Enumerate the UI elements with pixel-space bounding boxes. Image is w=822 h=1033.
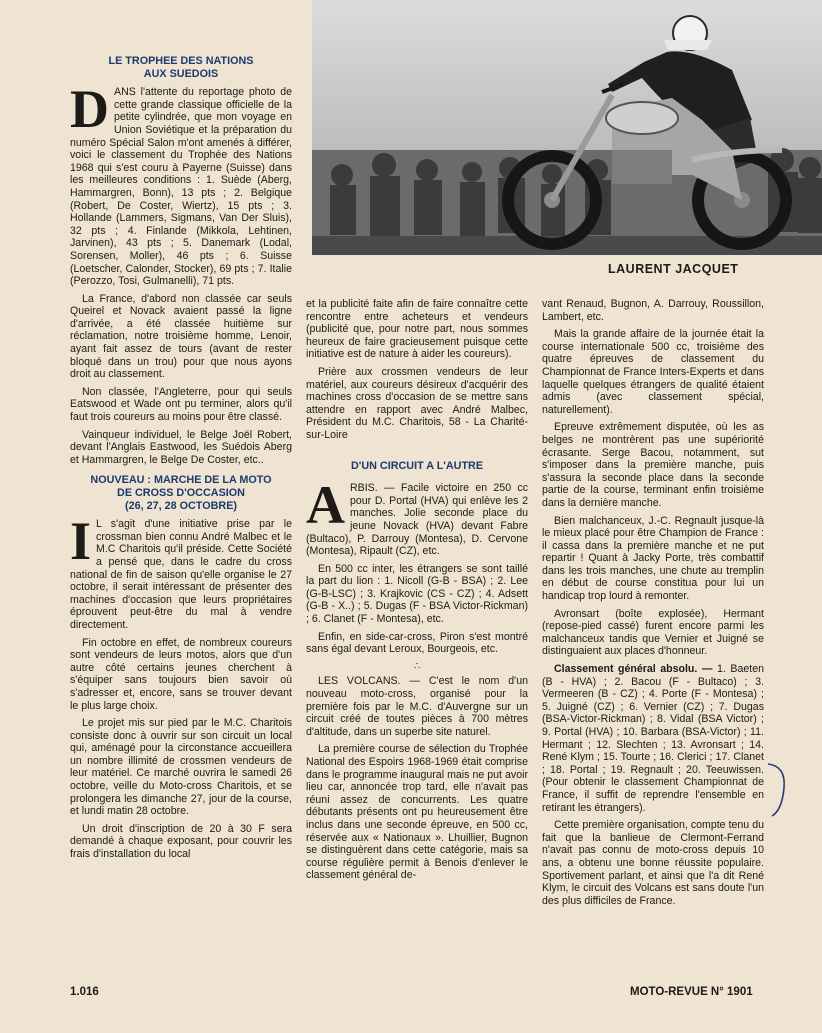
drop-cap: I	[70, 511, 92, 572]
paragraph: Avronsart (boîte explosée), Hermant (repose-pied cassé) furent encore parmi les malchanceux tandis que Vernier et Juigné se distinguaient aux places d'honneur.	[542, 607, 764, 658]
pen-bracket-mark	[764, 760, 794, 820]
paragraph: Epreuve extrêmement disputée, où les as belges ne montrèrent pas une supériorité écrasante. Serge Bacou, notamment, sut s'imposer dans la première manche, puis s'assura la seconde place dans la seconde partie de la course, terminant enfin troisième dans la dernière manche.	[542, 421, 764, 509]
column-2	[306, 298, 528, 887]
paragraph	[306, 475, 528, 558]
rider-on-motorbike-image	[312, 0, 822, 255]
heading-line: NOUVEAU : MARCHE DE LA MOTO	[90, 474, 272, 487]
paragraph	[70, 79, 292, 288]
classement-text: 1. Baeten (B - HVA) ; 2. Bacou (F - Bultaco) ; 3. Vermeeren (B - CZ) ; 4. Porte (F - Montesa) ; 5. Juigné (CZ) ; 6. Vernier (CZ) ; 7. Dugas (BSA-Victor-Rickman) ; 8. Vidal (BSA Victor) ; 9. Portal (HVA) ; 10. Barbara (BSA-Victor) ; 11. Hermant ; 12. Slechten ; 13. Avronsart ; 14. René Klym ; 15. Tourte ; 16. Clerici ; 17. Clanet ; 18. Portal ; 19. Regnault ; 20. Teeuwissen. (Pour obtenir le classement Championnat de France, il suffit de reprendre l'ensemble en retirant les étrangers).	[542, 663, 764, 814]
article-heading-marche	[70, 474, 292, 512]
paragraph	[70, 511, 292, 631]
paragraph	[542, 663, 764, 814]
section-separator: ∴	[413, 660, 421, 672]
paragraph-text: L s'agit d'une initiative prise par le crossman bien connu André Malbec et le M.C Charitois qu'il préside. Cette Société a pensé que, dans le cadre du cross national de fin de saison qu'elle organise le 27 octobre, il serait intéressant de présenter des machines d'occasion que leurs propriétaires éprouvent peut-être du mal à vendre directement.	[70, 518, 292, 631]
article-heading-trophee	[70, 55, 292, 80]
paragraph: En 500 cc inter, les étrangers se sont taillé la part du lion : 1. Nicoll (G-B - BSA) ; 2. Lee (G-B-LSC) ; 3. Krajkovic (CS - CZ) ; 4. Adsett (G-B - X..) ; 5. Dugas (F - BSA Victor-Rickman) ; 6. Clanet (F - Montesa), etc.	[306, 562, 528, 626]
heading-line: (26, 27, 28 OCTOBRE)	[124, 499, 237, 512]
drop-cap: A	[306, 475, 345, 536]
heading-line: DE CROSS D'OCCASION	[117, 487, 245, 499]
photo-caption: LAURENT JACQUET	[608, 262, 739, 276]
paragraph: Le projet mis sur pied par le M.C. Charitois consiste donc à ouvrir sur son circuit un local qui, aménagé pour la circonstance accueillera un nombre illimité de crossmen vendeurs de leur matériel. Ce marché ouvrira le samedi 26 octobre, veille du Moto-cross Charitois, et se prolongera les dimanche 27, jour de la course, et lundi matin 28 octobre.	[70, 717, 292, 818]
paragraph: La France, d'abord non classée car seuls Queirel et Novack avaient passé la ligne d'arrivée, a été classée huitième sur réclamation, notre troisième homme, Lenoir, ayant fait assez de tours (avant de rester bloqué dans un trou) pour que nous ayons droit au classement.	[70, 292, 292, 381]
classement-label: Classement général absolu. —	[554, 663, 713, 676]
paragraph: Prière aux crossmen vendeurs de leur matériel, aux coureurs désireux d'acquérir des machines cross d'occasion de se mettre sans attendre en rapport avec André Malbec, Président du M.C. Charitois, 58 - La Charité-sur-Loire	[306, 365, 528, 441]
paragraph: Cette première organisation, compte tenu du fait que la banlieue de Clermont-Ferrand n'avait pas connu de moto-cross depuis 10 ans, a obtenu une bonne réussite populaire. Sportivement parlant, et ainsi que l'a dit René Klym, le circuit des Volcans est sans doute l'un des plus difficiles de France.	[542, 819, 764, 907]
drop-cap: D	[70, 79, 109, 140]
paragraph: Non classée, l'Angleterre, pour qui seuls Eatswood et Wade ont pu terminer, alors qu'il faut trois coureurs au moins pour être classé.	[70, 385, 292, 424]
heading-line: AUX SUEDOIS	[143, 67, 219, 80]
paragraph: et la publicité faite afin de faire connaître cette rencontre entre acheteurs et vendeurs (publicité que, pour notre part, nous sommes heureux de faire gracieusement puisque cette initiative est de nature à aider les coureurs).	[306, 298, 528, 361]
heading-line: D'UN CIRCUIT A L'AUTRE	[350, 459, 484, 472]
paragraph-text: RBIS. — Facile victoire en 250 cc pour D. Portal (HVA) qui enlève les 2 manches. Jolie seconde place du jeune Novack (HVA) devant Fabre (Bultaco), P. Darrouy (Montesa), D. Cervone (Montesa), Ripault (CZ), etc.	[306, 482, 528, 558]
paragraph: Mais la grande affaire de la journée était la course internationale 500 cc, troisième des quatre épreuves de classement du Championnat de France Inters-Experts et dans laquelle quelques étrangers de qualité étaient admis (avec classement spécial, naturellement).	[542, 328, 764, 416]
heading-line: LE TROPHEE DES NATIONS	[108, 55, 254, 67]
motocross-photo	[312, 0, 822, 255]
page-number: 1.016	[70, 986, 99, 998]
paragraph: Un droit d'inscription de 20 à 30 F sera demandé à chaque exposant, pour couvrir les frais d'installation du local	[70, 822, 292, 861]
column-3	[542, 298, 764, 912]
article-heading-circuit	[306, 460, 528, 473]
paragraph: Fin octobre en effet, de nombreux coureurs sont vendeurs de leurs motos, alors que d'un autre côté certains jeunes cherchent à s'équiper sans toujours bien savoir où s'adresser et, encore, sans se trouver devant le plus large choix.	[70, 636, 292, 712]
magazine-issue: MOTO-REVUE N° 1901	[630, 986, 753, 998]
paragraph: vant Renaud, Bugnon, A. Darrouy, Roussillon, Lambert, etc.	[542, 298, 764, 323]
paragraph: Vainqueur individuel, le Belge Joël Robert, devant l'Anglais Eastwood, les Suédois Aberg et Hammargren, le Belge De Coster, etc..	[70, 428, 292, 466]
paragraph-text: ANS l'attente du reportage photo de cette grande classique officielle de la petite cylindrée, que mon voyage en Union Soviétique et la préparation du numéro Spécial Salon m'ont amenés à différer, voici le classement du Trophée des Nations 1968 qui s'est couru à Payerne (Suisse) dans les meilleures conditions : 1. Suède (Aberg, Hammargren, Bonn), 13 pts ; 2. Belgique (Robert, De Coster, Wiertz), 15 pts ; 3. Hollande (Lammers, Sigmans, Van Der Sluis), 32 pts ; 4. Finlande (Mikkola, Lehtinen, Jarvinen), 43 pts ; 5. Danemark (Lodal, Sorensen, Moller), 46 pts ; 6. Suisse (Loetscher, Calonder, Stocker), 69 pts ; 7. Italie (Perozzo, Tosi, Gulmanelli), 71 pts.	[70, 86, 292, 288]
paragraph: Enfin, en side-car-cross, Piron s'est montré sans égal devant Leroux, Bourgeois, etc.	[306, 630, 528, 656]
paragraph: La première course de sélection du Trophée National des Espoirs 1968-1969 était comprise dans le programme inaugural mais ne put avoir lieu car, annoncée trop tard, elle n'avait pas réuni assez de concurrents. Les quatre débutants présents ont pu heureusement être inclus dans une seconde épreuve, en 500 cc, réservée aux « Nationaux ». Lhuillier, Bugnon se distinguèrent dans cette catégorie, mais sa course régulière permit à Benois d'enlever le classement général de-	[306, 743, 528, 882]
paragraph: Bien malchanceux, J.-C. Regnault jusque-là le mieux placé pour être Champion de France : il cassa dans la première manche et ne put repartir ! Quant à Jacky Porte, très combattif dans les trois manches, une chute au tremplin en début de course constitua pour lui un handicap trop lourd à remonter.	[542, 514, 764, 603]
paragraph: LES VOLCANS. — C'est le nom d'un nouveau moto-cross, organisé pour la première fois par le M.C. d'Auvergne sur un circuit créé de toutes pièces à 700 mètres d'altitude, dans un superbe site naturel.	[306, 675, 528, 738]
column-1	[70, 55, 292, 866]
